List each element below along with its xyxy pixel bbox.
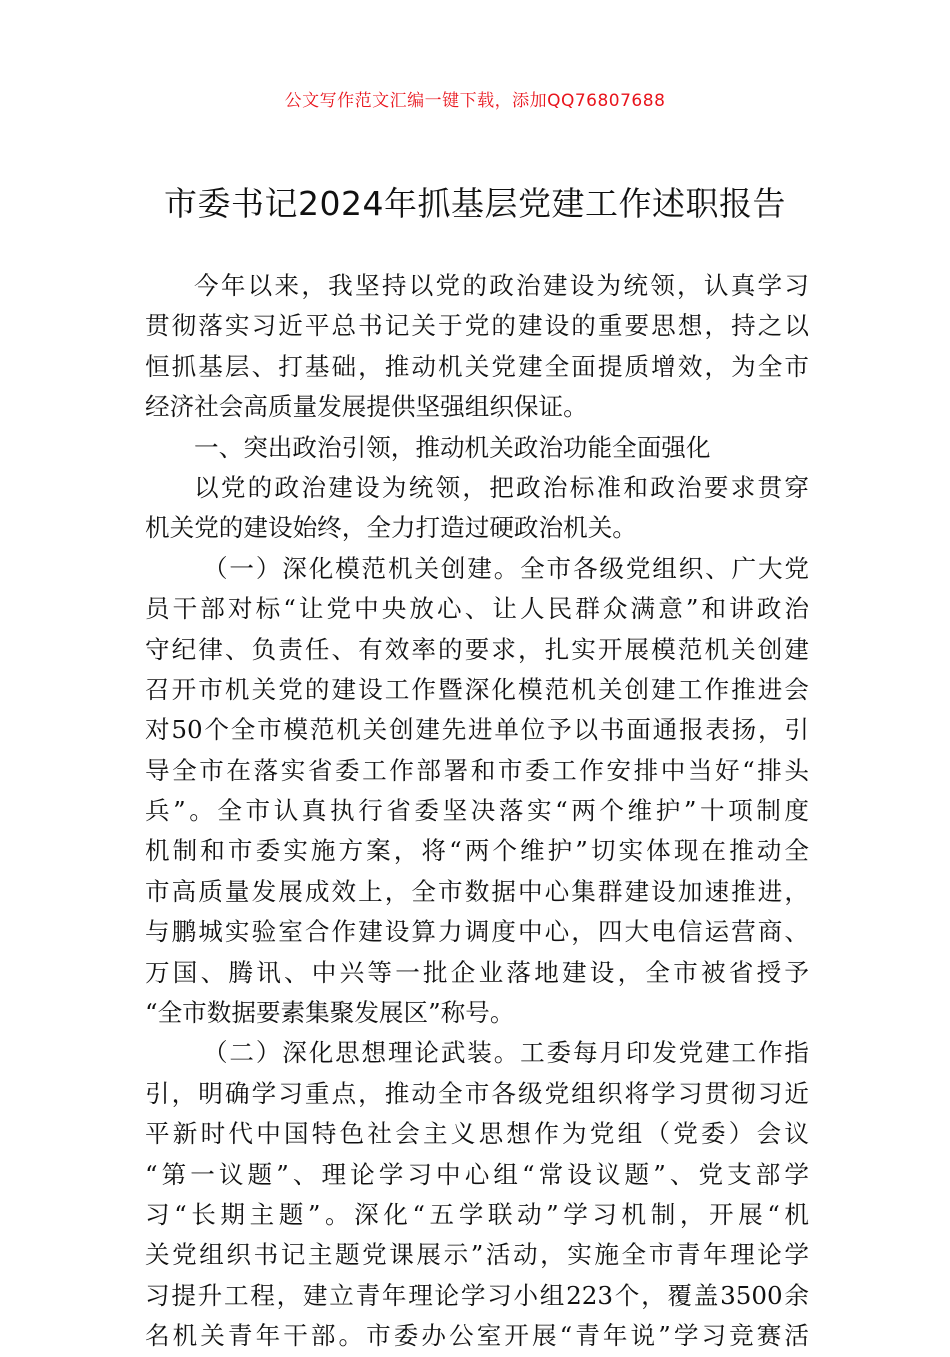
paragraph-line: “全市数据要素集聚发展区”称号。 bbox=[145, 998, 515, 1028]
paragraph-line: 对50个全市模范机关创建先进单位予以书面通报表扬，引 bbox=[145, 715, 809, 745]
paragraph-line: 机制和市委实施方案，将“两个维护”切实体现在推动全 bbox=[145, 836, 809, 866]
paragraph-line: 守纪律、负责任、有效率的要求，扎实开展模范机关创建 bbox=[145, 634, 809, 664]
paragraph-line: 关党组织书记主题党课展示”活动，实施全市青年理论学 bbox=[145, 1240, 809, 1270]
paragraph-line: 名机关青年干部。市委办公室开展“青年说”学习竞赛活 bbox=[145, 1321, 809, 1351]
paragraph-line: 经济社会高质量发展提供坚强组织保证。 bbox=[145, 392, 588, 422]
paragraph-line: “第一议题”、理论学习中心组“常设议题”、党支部学 bbox=[145, 1159, 809, 1189]
paragraph-line: 导全市在落实省委工作部署和市委工作安排中当好“排头 bbox=[145, 755, 809, 785]
paragraph-line: 恒抓基层、打基础，推动机关党建全面提质增效，为全市 bbox=[145, 351, 809, 381]
paragraph-line: 今年以来，我坚持以党的政治建设为统领，认真学习 bbox=[194, 271, 809, 300]
paragraph-line: 平新时代中国特色社会主义思想作为党组（党委）会议 bbox=[145, 1119, 809, 1149]
paragraph-line: 召开市机关党的建设工作暨深化模范机关创建工作推进会 bbox=[145, 674, 809, 704]
promo-banner: 公文写作范文汇编一键下载，添加QQ76807688 bbox=[284, 91, 666, 111]
paragraph-line: 以党的政治建设为统领，把政治标准和政治要求贯穿 bbox=[194, 472, 809, 502]
paragraph-line: 万国、腾讯、中兴等一批企业落地建设，全市被省授予 bbox=[145, 957, 809, 987]
paragraph-line: 员干部对标“让党中央放心、让人民群众满意”和讲政治 bbox=[145, 594, 809, 624]
paragraph-line: 兵”。全市认真执行省委坚决落实“两个维护”十项制度 bbox=[145, 796, 809, 826]
document-body bbox=[145, 266, 809, 1357]
paragraph-line: （一）深化模范机关创建。全市各级党组织、广大党 bbox=[203, 553, 809, 583]
document-title: 市委书记2024年抓基层党建工作述职报告 bbox=[164, 184, 786, 223]
section-heading: 一、突出政治引领，推动机关政治功能全面强化 bbox=[194, 432, 711, 462]
paragraph-line: 习提升工程，建立青年理论学习小组223个，覆盖3500余 bbox=[145, 1280, 809, 1310]
paragraph-line: 与鹏城实验室合作建设算力调度中心，四大电信运营商、 bbox=[145, 917, 809, 947]
paragraph-line: 市高质量发展成效上，全市数据中心集群建设加速推进， bbox=[145, 876, 809, 906]
paragraph-line: （二）深化思想理论武装。工委每月印发党建工作指 bbox=[203, 1038, 809, 1068]
paragraph-line: 习“长期主题”。深化“五学联动”学习机制，开展“机 bbox=[145, 1199, 809, 1229]
paragraph-line: 引，明确学习重点，推动全市各级党组织将学习贯彻习近 bbox=[145, 1078, 809, 1108]
paragraph-line: 贯彻落实习近平总书记关于党的建设的重要思想，持之以 bbox=[145, 311, 809, 341]
paragraph-line: 机关党的建设始终，全力打造过硬政治机关。 bbox=[145, 513, 637, 543]
